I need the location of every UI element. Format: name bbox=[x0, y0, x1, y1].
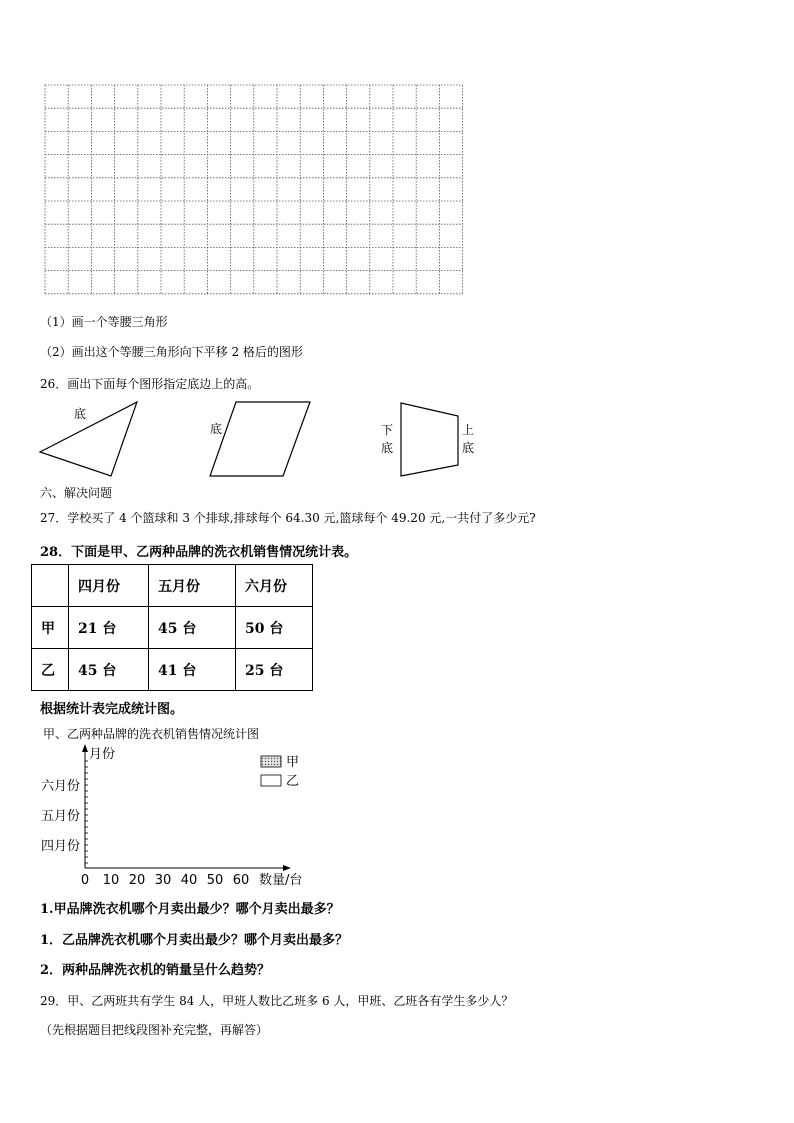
y-axis-arrow bbox=[82, 744, 88, 752]
q26-text: 26．画出下面每个图形指定底边上的高。 bbox=[40, 377, 260, 391]
table-cell: 乙 bbox=[32, 649, 69, 691]
table-header: 四月份 bbox=[69, 565, 149, 607]
axis-ticks bbox=[41, 761, 249, 888]
table-header: 五月份 bbox=[149, 565, 236, 607]
x-tick-label: 10 bbox=[102, 873, 120, 888]
q28-sub2: 1．乙品牌洗衣机哪个月卖出最少？哪个月卖出最多？ bbox=[40, 933, 349, 948]
legend-swatch-jia bbox=[261, 756, 281, 767]
sales-table bbox=[31, 564, 313, 691]
table-row bbox=[32, 607, 313, 649]
x-axis-label: 数量/台 bbox=[259, 873, 303, 888]
chart-title: 甲、乙两种品牌的洗衣机销售情况统计图 bbox=[43, 727, 260, 741]
table-cell: 21 台 bbox=[69, 607, 149, 649]
q28-sub1: 1.甲品牌洗衣机哪个月卖出最少？哪个月卖出最多？ bbox=[40, 902, 340, 917]
table-row bbox=[32, 565, 313, 607]
x-axis-arrow bbox=[283, 865, 291, 871]
q25-sub1: （1）画一个等腰三角形 bbox=[40, 315, 168, 329]
trapezoid-lower-label-2: 底 bbox=[381, 441, 394, 455]
dotted-grid bbox=[44, 84, 466, 296]
x-tick-label: 0 bbox=[80, 873, 90, 888]
trapezoid-upper-label-1: 上 bbox=[462, 423, 475, 437]
table-cell: 25 台 bbox=[236, 649, 313, 691]
q28-text: 28．下面是甲、乙两种品牌的洗衣机销售情况统计表。 bbox=[40, 545, 358, 560]
q28-sub3: 2．两种品牌洗衣机的销量呈什么趋势？ bbox=[40, 963, 271, 978]
triangle-figure bbox=[40, 402, 137, 476]
table-row bbox=[32, 649, 313, 691]
parallelogram-base-label: 底 bbox=[210, 422, 223, 436]
triangle-base-label: 底 bbox=[74, 407, 87, 421]
trapezoid-figure bbox=[401, 403, 458, 476]
q29-text: 29．甲、乙两班共有学生 84 人，甲班人数比乙班多 6 人，甲班、乙班各有学生多少人？ bbox=[40, 994, 514, 1008]
x-tick-label: 60 bbox=[232, 873, 250, 888]
table-cell: 甲 bbox=[32, 607, 69, 649]
x-tick-label: 40 bbox=[180, 873, 198, 888]
section6-heading: 六、解决问题 bbox=[40, 486, 113, 500]
x-tick-label: 50 bbox=[206, 873, 224, 888]
trapezoid-upper-label-2: 底 bbox=[462, 441, 475, 455]
table-cell: 45 台 bbox=[149, 607, 236, 649]
y-category-label: 五月份 bbox=[40, 809, 80, 824]
trapezoid-lower-label-1: 下 bbox=[381, 423, 394, 437]
x-tick-label: 20 bbox=[128, 873, 146, 888]
y-axis-label: 月份 bbox=[89, 747, 116, 762]
table-cell: 45 台 bbox=[69, 649, 149, 691]
q29-note: （先根据题目把线段图补充完整，再解答） bbox=[40, 1023, 269, 1037]
y-category-label: 四月份 bbox=[40, 839, 80, 854]
table-cell: 50 台 bbox=[236, 607, 313, 649]
y-category-label: 六月份 bbox=[40, 779, 80, 794]
q25-sub2: （2）画出这个等腰三角形向下平移 2 格后的图形 bbox=[40, 345, 303, 359]
table-cell bbox=[32, 565, 69, 607]
legend-label-jia: 甲 bbox=[286, 755, 300, 770]
q26-figures bbox=[30, 396, 500, 482]
parallelogram-figure bbox=[210, 402, 310, 476]
table-cell: 41 台 bbox=[149, 649, 236, 691]
legend-swatch-yi bbox=[261, 775, 281, 786]
table-header: 六月份 bbox=[236, 565, 313, 607]
x-tick-label: 30 bbox=[154, 873, 172, 888]
q28-instruction: 根据统计表完成统计图。 bbox=[40, 702, 184, 717]
q27-text: 27．学校买了 4 个篮球和 3 个排球,排球每个 64.30 元,篮球每个 49.20 元,一共付了多少元? bbox=[40, 511, 536, 525]
legend-label-yi: 乙 bbox=[286, 774, 300, 789]
sales-chart bbox=[30, 718, 330, 890]
